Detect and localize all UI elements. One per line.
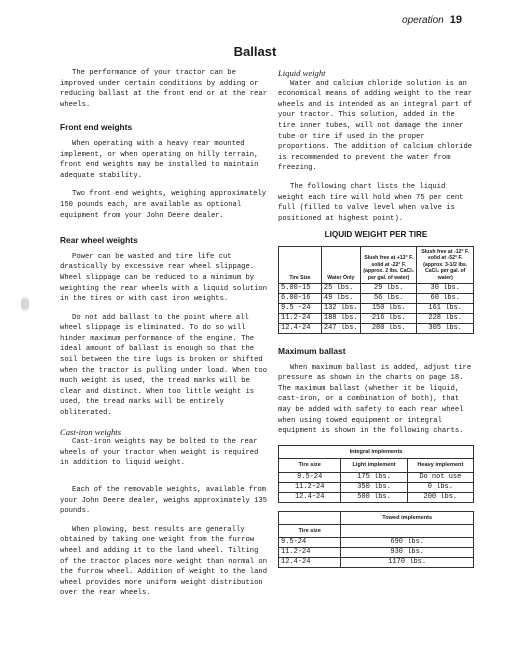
left-column	[60, 68, 268, 599]
table-row	[279, 492, 474, 502]
table-cell: 30 lbs.	[417, 283, 474, 293]
towed-implements-table	[278, 511, 474, 569]
table-group-header: Towed implements	[341, 511, 474, 524]
integral-implements-table	[278, 445, 474, 503]
table-row	[279, 283, 474, 293]
liquid-weight-table-caption: LIQUID WEIGHT PER TIRE	[324, 230, 428, 240]
table-cell: 161 lbs.	[417, 303, 474, 313]
table-header: Tire size	[279, 459, 341, 472]
table-row	[279, 293, 474, 303]
table-cell: 9.5 -24	[279, 303, 322, 313]
liquid-weight-paragraph-1: Water and calcium chloride solution is an economical means of adding weight to the rear wheels and is intended as an integral part of your tractor. This solution, added in the tire inner tubes, will not damage the inner tube or tire if used in the proper proportions. The addition of calcium chloride is recommended to prevent the water from freezing.	[278, 79, 473, 173]
scan-smudge	[21, 291, 29, 317]
liquid-weight-heading: Liquid weight	[278, 68, 326, 78]
table-cell: 6.00-16	[279, 293, 322, 303]
table-cell: 200 lbs.	[407, 492, 473, 502]
table-cell: 9.5-24	[279, 538, 341, 548]
rear-weights-paragraph-1: Power can be wasted and tire life cut drastically by excessive rear wheel slippage. Wheel slippage can be reduced to a minimum by weighting the rear wheels with a liquid solution in the tires or with cast iron weights.	[60, 252, 268, 304]
table-header: Water Only	[321, 246, 360, 283]
cast-iron-paragraph-1: Cast-iron weights may be bolted to the rear wheels of your tractor when weight is required in addition to liquid weight.	[60, 438, 259, 468]
table-row	[279, 303, 474, 313]
table-header: Light implement	[341, 459, 407, 472]
table-cell: 1170 lbs.	[341, 558, 474, 568]
table-row	[279, 323, 474, 333]
page-header	[402, 14, 462, 26]
table-cell: 12.4-24	[279, 323, 322, 333]
table-cell: 9.5-24	[279, 472, 341, 482]
table-cell: 5.00-15	[279, 283, 322, 293]
table-cell: 150 lbs.	[360, 303, 417, 313]
table-cell: 11.2-24	[279, 482, 341, 492]
table-cell: 175 lbs.	[341, 472, 407, 482]
table-header: Slush free at -12° F. solid at -52° F. (approx. 3-1/2 lbs. CaCl₂ per gal. of water)	[417, 246, 474, 283]
maximum-ballast-heading: Maximum ballast	[278, 345, 346, 356]
cast-iron-paragraph-3: When plowing, best results are generally obtained by taking one weight from the furrow wheel and adding it to the land wheel. Tilting of the tractor places more weight than normal on the furrow wheel. Addition of weight to the land wheel provides more uniform weight distribution over the rear wheels.	[60, 525, 268, 598]
table-cell: 350 lbs.	[341, 482, 407, 492]
table-cell: 12.4-24	[279, 492, 341, 502]
cast-iron-heading: Cast-iron weights	[60, 426, 122, 437]
table-cell: 690 lbs.	[341, 538, 474, 548]
liquid-weight-paragraph-2: The following chart lists the liquid weight each tire will hold when 75 per cent full (filled to valve level when valve is positioned at highest point).	[278, 182, 464, 223]
table-header: Slush free at +13° F. solid at -22° F. (approx. 2 lbs. CaCl₂ per gal. of water)	[360, 246, 417, 283]
table-cell: 12.4-24	[279, 558, 341, 568]
table-cell: 11.2-24	[279, 313, 322, 323]
intro-paragraph: The performance of your tractor can be improved under certain conditions by adding or reducing ballast at the front end or at the rear wheels.	[60, 69, 268, 109]
table-group-header: Integral implements	[279, 445, 474, 458]
table-row	[279, 313, 474, 323]
table-row	[279, 538, 474, 548]
table-cell: 228 lbs.	[417, 313, 474, 323]
table-cell: 280 lbs.	[360, 323, 417, 333]
table-cell: 188 lbs.	[321, 313, 360, 323]
table-row	[279, 472, 474, 482]
section-label: operation	[402, 15, 444, 26]
liquid-weight-table	[278, 246, 474, 334]
table-header: Tire size	[279, 524, 341, 537]
front-weights-paragraph-1: When operating with a heavy rear mounted implement, or when operating on hilly terrain, front end weights may be installed to maintain adequate stability.	[60, 139, 259, 180]
table-cell: 305 lbs.	[417, 323, 474, 333]
table-row	[279, 548, 474, 558]
table-cell: 0 lbs.	[407, 482, 473, 492]
front-weights-paragraph-2: Two front end weights, weighing approximately 150 pounds each, are available as optional equipment from your John Deere dealer.	[60, 190, 267, 220]
table-cell: 25 lbs.	[321, 283, 360, 293]
page-title: Ballast	[233, 44, 277, 59]
table-cell: 56 lbs.	[360, 293, 417, 303]
page-number: 19	[449, 14, 462, 26]
table-cell: 132 lbs.	[321, 303, 360, 313]
table-cell: Do not use	[407, 472, 473, 482]
table-cell: 49 lbs.	[321, 293, 360, 303]
table-row	[279, 482, 474, 492]
table-cell: 60 lbs.	[417, 293, 474, 303]
right-column	[278, 68, 474, 568]
table-cell: 216 lbs.	[360, 313, 417, 323]
table-header: Heavy implement	[407, 459, 473, 472]
rear-weights-heading: Rear wheel weights	[60, 235, 138, 246]
table-cell: 29 lbs.	[360, 283, 417, 293]
table-cell: 500 lbs.	[341, 492, 407, 502]
table-header: Tire Size	[279, 246, 322, 283]
table-cell: 930 lbs.	[341, 548, 474, 558]
table-cell: 247 lbs.	[321, 323, 360, 333]
front-weights-heading: Front end weights	[60, 122, 133, 133]
table-row	[279, 558, 474, 568]
table-cell: 11.2-24	[279, 548, 341, 558]
cast-iron-paragraph-2: Each of the removable weights, available from your John Deere dealer, weighs approximately 135 pounds.	[60, 486, 268, 516]
rear-weights-paragraph-2: Do not add ballast to the point where all wheel slippage is eliminated. To do so will hinder maximum performance of the engine. The ideal amount of ballast is enough so that the soil between the tire lugs is broken or shifted when the tractor is pulling under load. When too much weight is used, the tread marks will be clear and distinct. When too little weight is used, the tread marks will be entirely obliterated.	[60, 313, 268, 418]
maximum-ballast-paragraph: When maximum ballast is added, adjust tire pressure as shown in the charts on page 18. The maximum ballast (whether it be liquid, cast-iron, or a combination of both), that may be added with safety to each rear wheel when using towed equipment or integral equipment is shown in the following charts.	[278, 363, 472, 436]
